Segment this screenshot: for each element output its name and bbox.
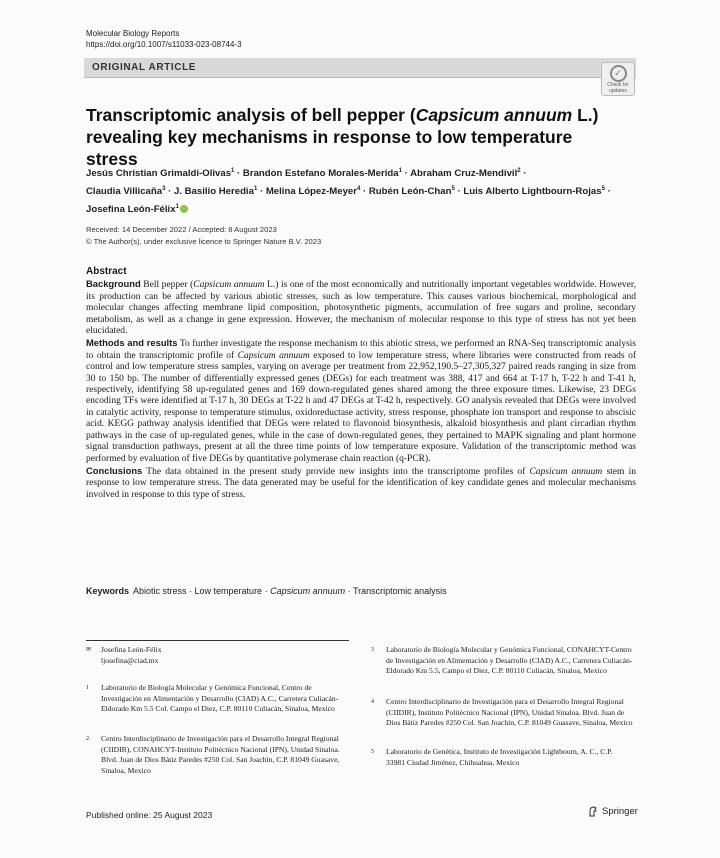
journal-name: Molecular Biology Reports xyxy=(86,29,180,38)
abstract xyxy=(86,266,636,501)
author[interactable]: Abraham Cruz-Mendívil$^2$ xyxy=(410,168,521,180)
badge-text-2: updates xyxy=(609,88,627,94)
author[interactable]: Josefina León-Félix$^1$ xyxy=(86,203,179,215)
article-title: Transcriptomic analysis of bell pepper (Capsicum annuum L.) revealing key mechanisms in response to low temperature stress xyxy=(86,105,599,169)
springer-logo xyxy=(588,806,638,817)
section-bar xyxy=(84,58,636,78)
author[interactable]: Brandon Estefano Morales-Merida$^1$ xyxy=(242,168,402,180)
section-label: ORIGINAL ARTICLE xyxy=(92,62,197,73)
badge-text-1: Check for xyxy=(607,82,629,88)
journal-header xyxy=(86,28,242,50)
copyright-line: © The Author(s), under exclusive licence to Springer Nature B.V. 2023 xyxy=(86,236,322,246)
check-for-updates-icon: ✓ xyxy=(610,65,627,82)
published-online: Published online: 25 August 2023 xyxy=(86,810,213,820)
springer-horse-icon xyxy=(588,806,598,817)
publisher-name: Springer xyxy=(602,806,638,817)
author[interactable]: Jesús Christian Grimaldi-Olivas$^1$ xyxy=(86,168,235,180)
affiliation-1: 1 Laboratorio de Biología Molecular y Genómica Funcional, Centro de Investigación en Alimentación y Desarrollo (CIAD) A.C., Carretera Culiacán-Eldorado Km 5.5 Col. Campo el Diez, C.P. 80110 Culiacán, Sinaloa, Mexico xyxy=(86,683,339,714)
keywords-label: Keywords xyxy=(86,586,130,596)
corresponding-email[interactable]: ljosefina@ciad.mx xyxy=(101,655,159,665)
abstract-heading: Abstract xyxy=(86,266,127,277)
affiliation-4: 4 Centro Interdisciplinario de Investigación para el Desarrollo Integral Regional (CIIDIR), Instituto Politécnico Nacional (IPN), Unidad Sinaloa. Blvd. Juan de Dios Bátiz Paredes #250 Col. San Joachin, C.P. 81049 Guasave, Sinaloa, Mexico xyxy=(371,697,633,728)
abstract-background: Background Bell pepper (Capsicum annuum L.) is one of the most economically and nutritionally important vegetables worldwide. However, its production can be affected by various abiotic stresses, such as low temperature. This causes various biochemical, morphological and molecular changes affecting membrane lipid composition, photosynthetic pigments, accumulation of free sugars and proline, secondary metabolism, as well as a change in gene expression. However, the mechanism of molecular response to this type of stress has not yet been elucidated. xyxy=(86,278,636,337)
title-species: Capsicum annuum xyxy=(415,105,573,125)
footnote-rule xyxy=(86,640,349,641)
doi-link[interactable]: https://doi.org/10.1007/s11033-023-08744-3 xyxy=(86,40,242,49)
affiliation-2: 2 Centro Interdisciplinario de Investigación para el Desarrollo Integral Regional (CIIDIR), CONAHCYT-Instituto Politécnico Nacional (IPN), Unidad Sinaloa. Blvd. Juan de Dios Bátiz Paredes #250 Col. San Joachin, C.P. 81049 Guasave, Sinaloa, Mexico xyxy=(86,734,340,775)
envelope-icon: ✉ xyxy=(86,647,92,653)
affiliation-5: 5 Laboratorio de Genética, Instituto de Investigación Lightbourn, A. C., C.P. 33981 Ciudad Jiménez, Chihuahua, Mexico xyxy=(371,747,613,767)
abstract-methods: Methods and results To further investigate the response mechanism to this abiotic stress, we performed an RNA-Seq transcriptomic analysis to obtain the transcriptomic profile of Capsicum annuum exposed to low temperature stress, where libraries were constructed from reads of control and low temperature stress samples, varying on average per treatment from 22,952,190.5–27,305,327 paired reads ranging in size from 30 to 150 bp. The number of differentially expressed genes (DEGs) for each treatment was 388, 417 and 664 at T-17 h, T-22 h and T-41 h, respectively, identifying 58 up-regulated genes and 169 down-regulated genes shared among the three exposure times. Likewise, 23 DEGs encoding TFs were identified at T-17 h, 30 DEGs at T-22 h and 47 DEGs at T-42 h, respectively. GO analysis revealed that DEGs were involved in catalytic activity, response to temperature stimulus, oxidoreductase activity, stress response, phosphate ion transport and response to abscisic acid. KEGG pathway analysis identified that DEGs were related to flavonoid biosynthesis, alkaloid biosynthesis and plant circadian rhythm pathways in the case of up-regulated genes, while in the case of down-regulated genes, they pertained to MAPK signaling and plant hormone signal transduction pathways, present at all the three time points of low temperature exposure. Validation of the transcriptomic method was performed by evaluation of five DEGs by quantitative polymerase chain reaction (q-PCR). xyxy=(86,337,636,464)
abstract-conclusions: Conclusions The data obtained in the present study provide new insights into the transcriptome profiles of Capsicum annuum stem in response to low temperature stress. The data generated may be useful for the identification of key candidate genes and molecular mechanisms involved in response to this type of stress. xyxy=(86,464,636,500)
article-dates xyxy=(86,224,321,247)
received-accepted: Received: 14 December 2022 / Accepted: 8 August 2023 xyxy=(86,225,277,234)
author[interactable]: Claudia Villicaña$^3$ xyxy=(86,185,166,197)
author[interactable]: J. Basilio Heredia$^1$ xyxy=(173,185,258,197)
author-list: Jesús Christian Grimaldi-Olivas$^1$ · Brandon Estefano Morales-Merida$^1$ · Abraham Cruz-Mendívil$^2$ · Claudia Villicaña$^3$ · J. Basilio Heredia$^1$ · Melina López-Meyer$^4$ · Rubén León-Chan$^5$ · Luis Alberto Lightbourn-Rojas$^5$ · Josefina León-Félix$^1$ xyxy=(86,168,611,215)
author[interactable]: Rubén León-Chan$^5$ xyxy=(368,185,455,197)
author[interactable]: Melina López-Meyer$^4$ xyxy=(265,185,361,197)
author[interactable]: Luis Alberto Lightbourn-Rojas$^5$ xyxy=(463,185,605,197)
corresponding-name: Josefina León-Félix xyxy=(101,645,162,654)
corresponding-author xyxy=(86,645,348,666)
keywords: Keywords Abiotic stress · Low temperature · Capsicum annuum · Transcriptomic analysis xyxy=(86,586,447,596)
orcid-icon[interactable] xyxy=(180,205,188,213)
check-for-updates-badge[interactable] xyxy=(601,62,635,96)
affiliation-3: 3 Laboratorio de Biología Molecular y Genómica Funcional, CONAHCYT-Centro de Investigación en Alimentación y Desarrollo (CIAD) A.C., Carretera Culiacán-Eldorado Km 5.5, Campo el Diez, C.P. 80110 Culiacán, Sinaloa, Mexico xyxy=(371,645,633,676)
